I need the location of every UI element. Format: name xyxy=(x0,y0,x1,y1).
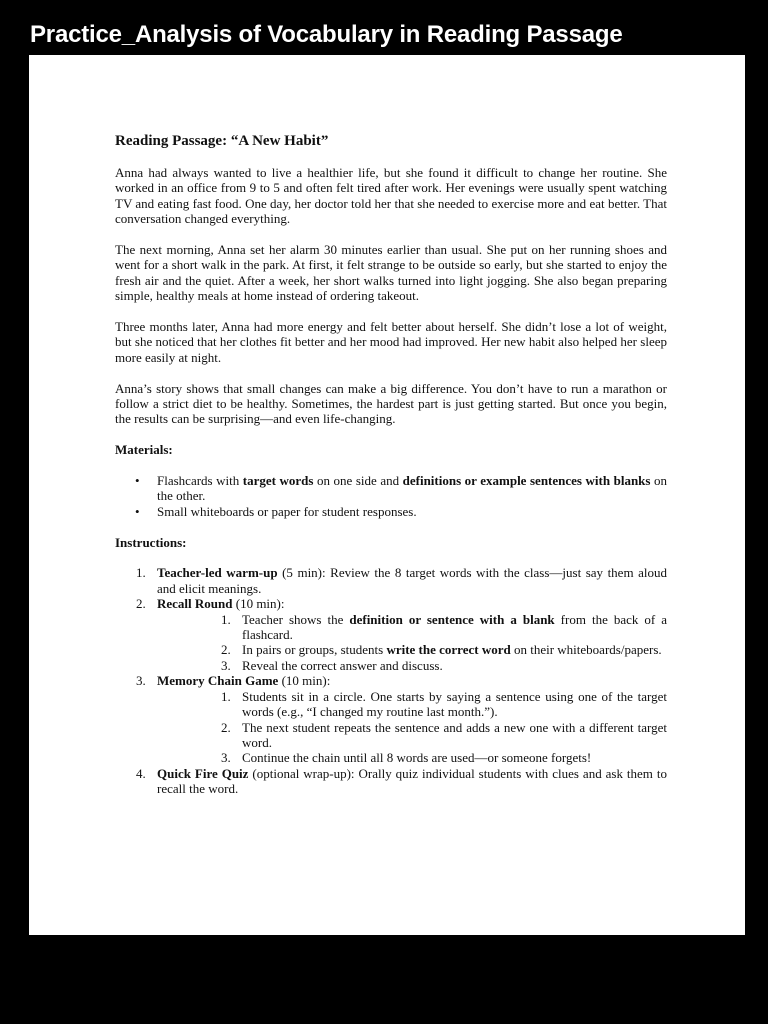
materials-heading: Materials: xyxy=(115,442,173,458)
paragraph-3: Three months later, Anna had more energy and felt better about herself. She didn’t lose a lot of weight, but she noticed that her clothes fit better and her mood had improved. Her new habit also helped her sleep more easily at night. xyxy=(115,319,667,365)
list-item: 4. Quick Fire Quiz (optional wrap-up): Orally quiz individual students with clues and ask them to recall the word. xyxy=(136,765,667,797)
list-item: 1. Students sit in a circle. One starts by saying a sentence using one of the target words (e.g., “I changed my routine last month.”). xyxy=(221,688,667,720)
instructions-heading: Instructions: xyxy=(115,534,187,550)
list-item: 1. Teacher shows the definition or sentence with a blank from the back of a flashcard. xyxy=(221,611,667,643)
list-item: 3. Reveal the correct answer and discuss. xyxy=(221,657,443,673)
list-item: 3. Memory Chain Game (10 min): 1. Students sit in a circle. One starts by saying a sentence using one of the target words (e.g., “I changed my routine last month.”). 2. The next student repeats the sentence and adds a new one with a different target word. 3. Continue the chain until all 8 words are used—or someone forgets! xyxy=(136,673,667,766)
sub-list xyxy=(157,689,667,766)
list-item: 1. Teacher-led warm-up (5 min): Review the 8 target words with the class—just say them aloud and elicit meanings. xyxy=(136,565,667,596)
document-content xyxy=(115,132,667,797)
materials-list xyxy=(115,473,667,519)
list-item: 2. The next student repeats the sentence and adds a new one with a different target word. xyxy=(221,719,667,750)
list-item: 3. Continue the chain until all 8 words are used—or someone forgets! xyxy=(221,750,592,766)
page-title: Practice_Analysis of Vocabulary in Reading Passage xyxy=(30,21,623,48)
paragraph-1: Anna had always wanted to live a healthier life, but she found it difficult to change her routine. She worked in an office from 9 to 5 and often felt tired after work. Her evenings were usually spent watching TV and eating fast food. One day, her doctor told her that she needed to exercise more and eat better. That conversation changed everything. xyxy=(115,165,667,227)
list-item: 2. Recall Round (10 min): 1. Teacher shows the definition or sentence with a blank from the back of a flashcard. 2. In pairs or groups, students write the correct word on their whiteboards/papers. 3. Reveal the correct answer and discuss. xyxy=(136,596,667,673)
sub-list xyxy=(157,612,667,674)
list-item: • Flashcards with target words on one side and definitions or example sentences with blanks on the other. xyxy=(135,473,668,504)
bullet-icon: • xyxy=(135,473,140,489)
instructions-list xyxy=(115,565,667,796)
list-item: 2. In pairs or groups, students write the correct word on their whiteboards/papers. xyxy=(221,642,662,658)
bullet-icon: • xyxy=(135,503,140,519)
paragraph-2: The next morning, Anna set her alarm 30 minutes earlier than usual. She put on her running shoes and went for a short walk in the park. At first, it felt strange to be outside so early, but she started to enjoy the fresh air and the quiet. After a week, her short walks turned into light jogging. She also began preparing simple, healthy meals at home instead of ordering takeout. xyxy=(115,242,667,304)
title-bar xyxy=(0,0,768,54)
passage-title: Reading Passage: “A New Habit” xyxy=(115,133,329,149)
paragraph-4: Anna’s story shows that small changes can make a big difference. You don’t have to run a marathon or follow a strict diet to be healthy. Sometimes, the hardest part is just getting started. But once you begin, the results can be surprising—and even life-changing. xyxy=(115,380,667,427)
list-item: • Small whiteboards or paper for student responses. xyxy=(135,503,417,519)
document-page xyxy=(29,55,745,935)
